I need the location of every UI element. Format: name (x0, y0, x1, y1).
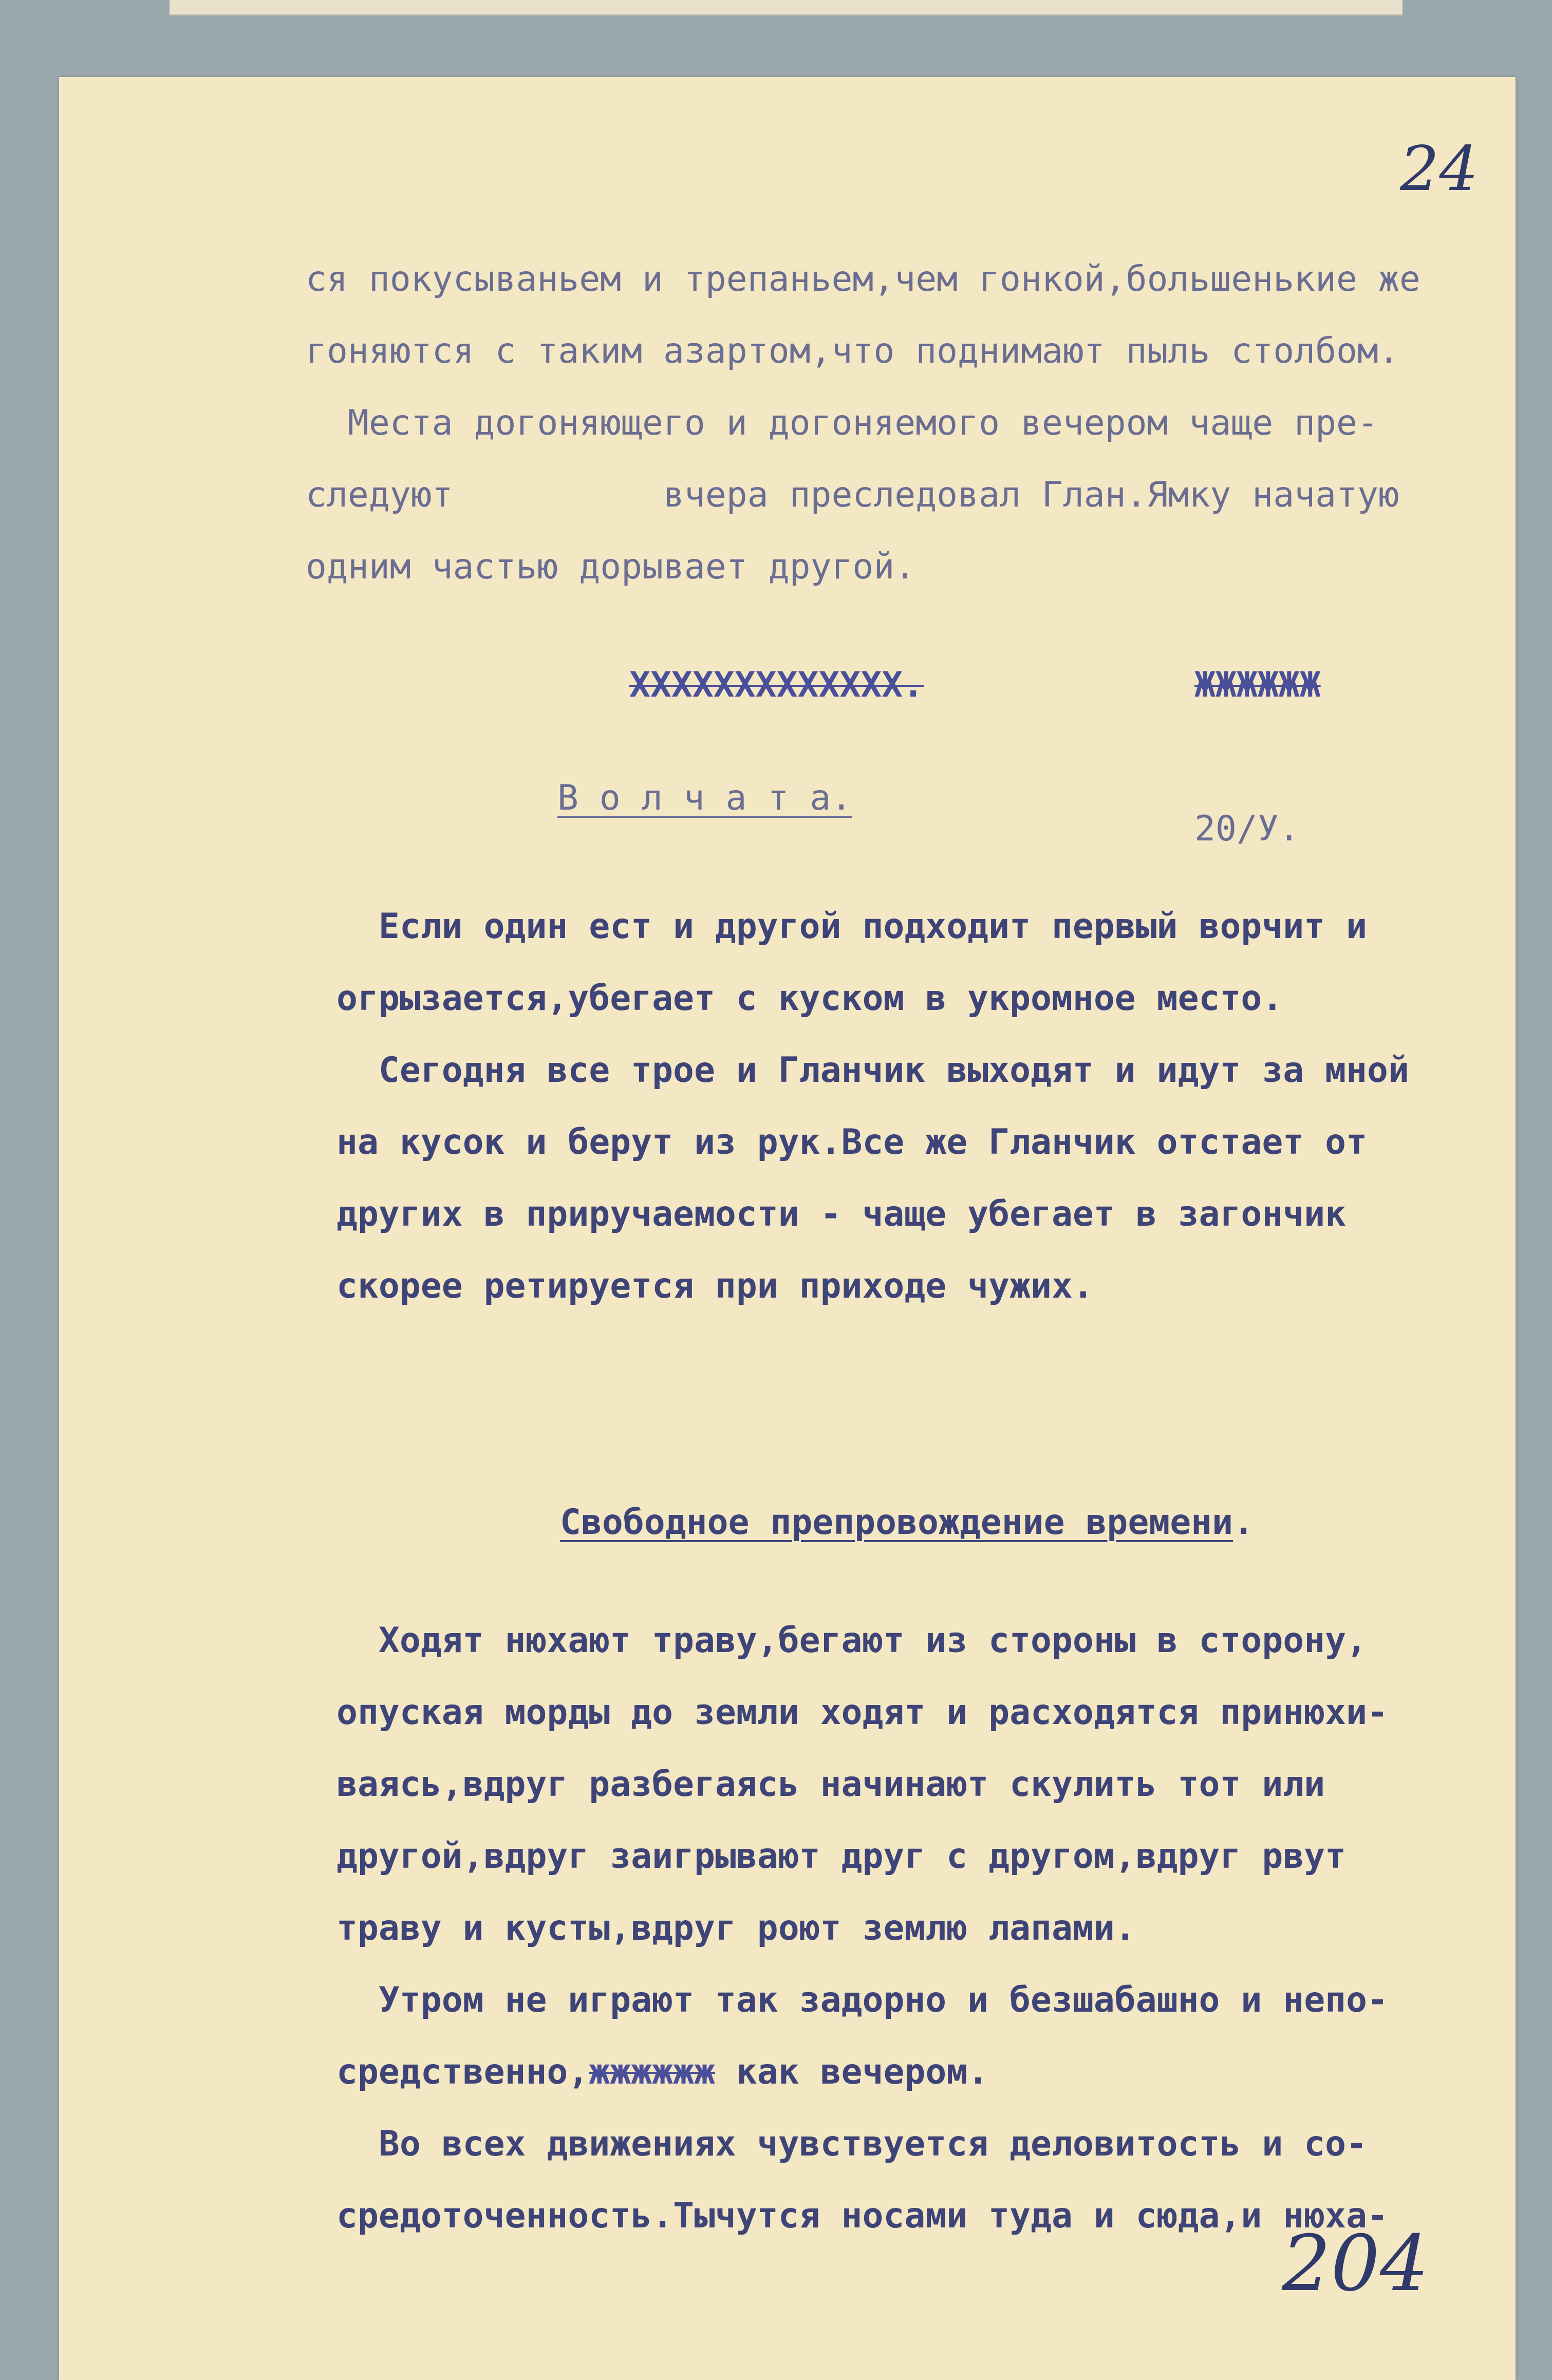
text-line: Во всех движениях чувствуется деловитость и со- (336, 2124, 1368, 2164)
text-line: одним частью дорывает другой. (306, 547, 916, 587)
text-line: ся покусываньем и трепаньем,чем гонкой,большенькие же (306, 259, 1420, 299)
archive-number-handwritten: 204 (1282, 2219, 1429, 2309)
section-heading-period: . (1233, 1502, 1255, 1543)
page-number-handwritten: 24 (1400, 134, 1479, 205)
text-line: гоняются с таким азартом,что поднимают пыль столбом. (306, 331, 1399, 371)
text-line: опуская морды до земли ходят и расходятся принюхи- (336, 1692, 1388, 1733)
struck-word: жжжжжж (589, 2052, 715, 2092)
text-line: других в приручаемости - чаще убегает в загончик (336, 1194, 1347, 1234)
text-line: траву и кусты,вдруг роют землю лапами. (336, 1908, 1136, 1948)
text-segment: средственно, (336, 2052, 589, 2092)
section-date: 20/У. (1194, 809, 1300, 849)
text-line: средоточенность.Тычутся носами туда и сюда,и нюха- (336, 2196, 1388, 2236)
struck-text-left: ХХХХХХХХХХХХХ. (629, 665, 924, 705)
text-line: Места догоняющего и догоняемого вечером чаще пре- (306, 403, 1378, 443)
underlying-sheet-edge (170, 0, 1403, 15)
text-line (336, 2052, 989, 2092)
typewritten-page (59, 77, 1516, 2380)
text-line: на кусок и берут из рук.Все же Гланчик отстает от (336, 1122, 1368, 1163)
text-line: Ходят нюхают траву,бегают из стороны в сторону, (336, 1620, 1368, 1661)
text-line: другой,вдруг заигрывают друг с другом,вдруг рвут (336, 1836, 1347, 1877)
section-heading-wrap (560, 1502, 1255, 1543)
text-line: Сегодня все трое и Гланчик выходят и идут за мной (336, 1050, 1409, 1091)
text-line: Утром не играют так задорно и безшабашно и непо- (336, 1980, 1388, 2020)
section-heading: Свободное препровождение времени (560, 1502, 1233, 1543)
text-line: ваясь,вдруг разбегаясь начинают скулить тот или (336, 1764, 1325, 1805)
section-heading: В о л ч а т а. (557, 778, 852, 818)
text-line: следуют вчера преследовал Глан.Ямку начатую (306, 475, 1399, 515)
text-line: огрызается,убегает с куском в укромное место. (336, 978, 1283, 1019)
text-segment: как вечером. (715, 2052, 989, 2092)
text-line: Если один ест и другой подходит первый ворчит и (336, 906, 1368, 947)
struck-text-right: ЖЖЖЖЖЖ (1194, 665, 1321, 705)
text-line: скорее ретируется при приходе чужих. (336, 1266, 1094, 1306)
